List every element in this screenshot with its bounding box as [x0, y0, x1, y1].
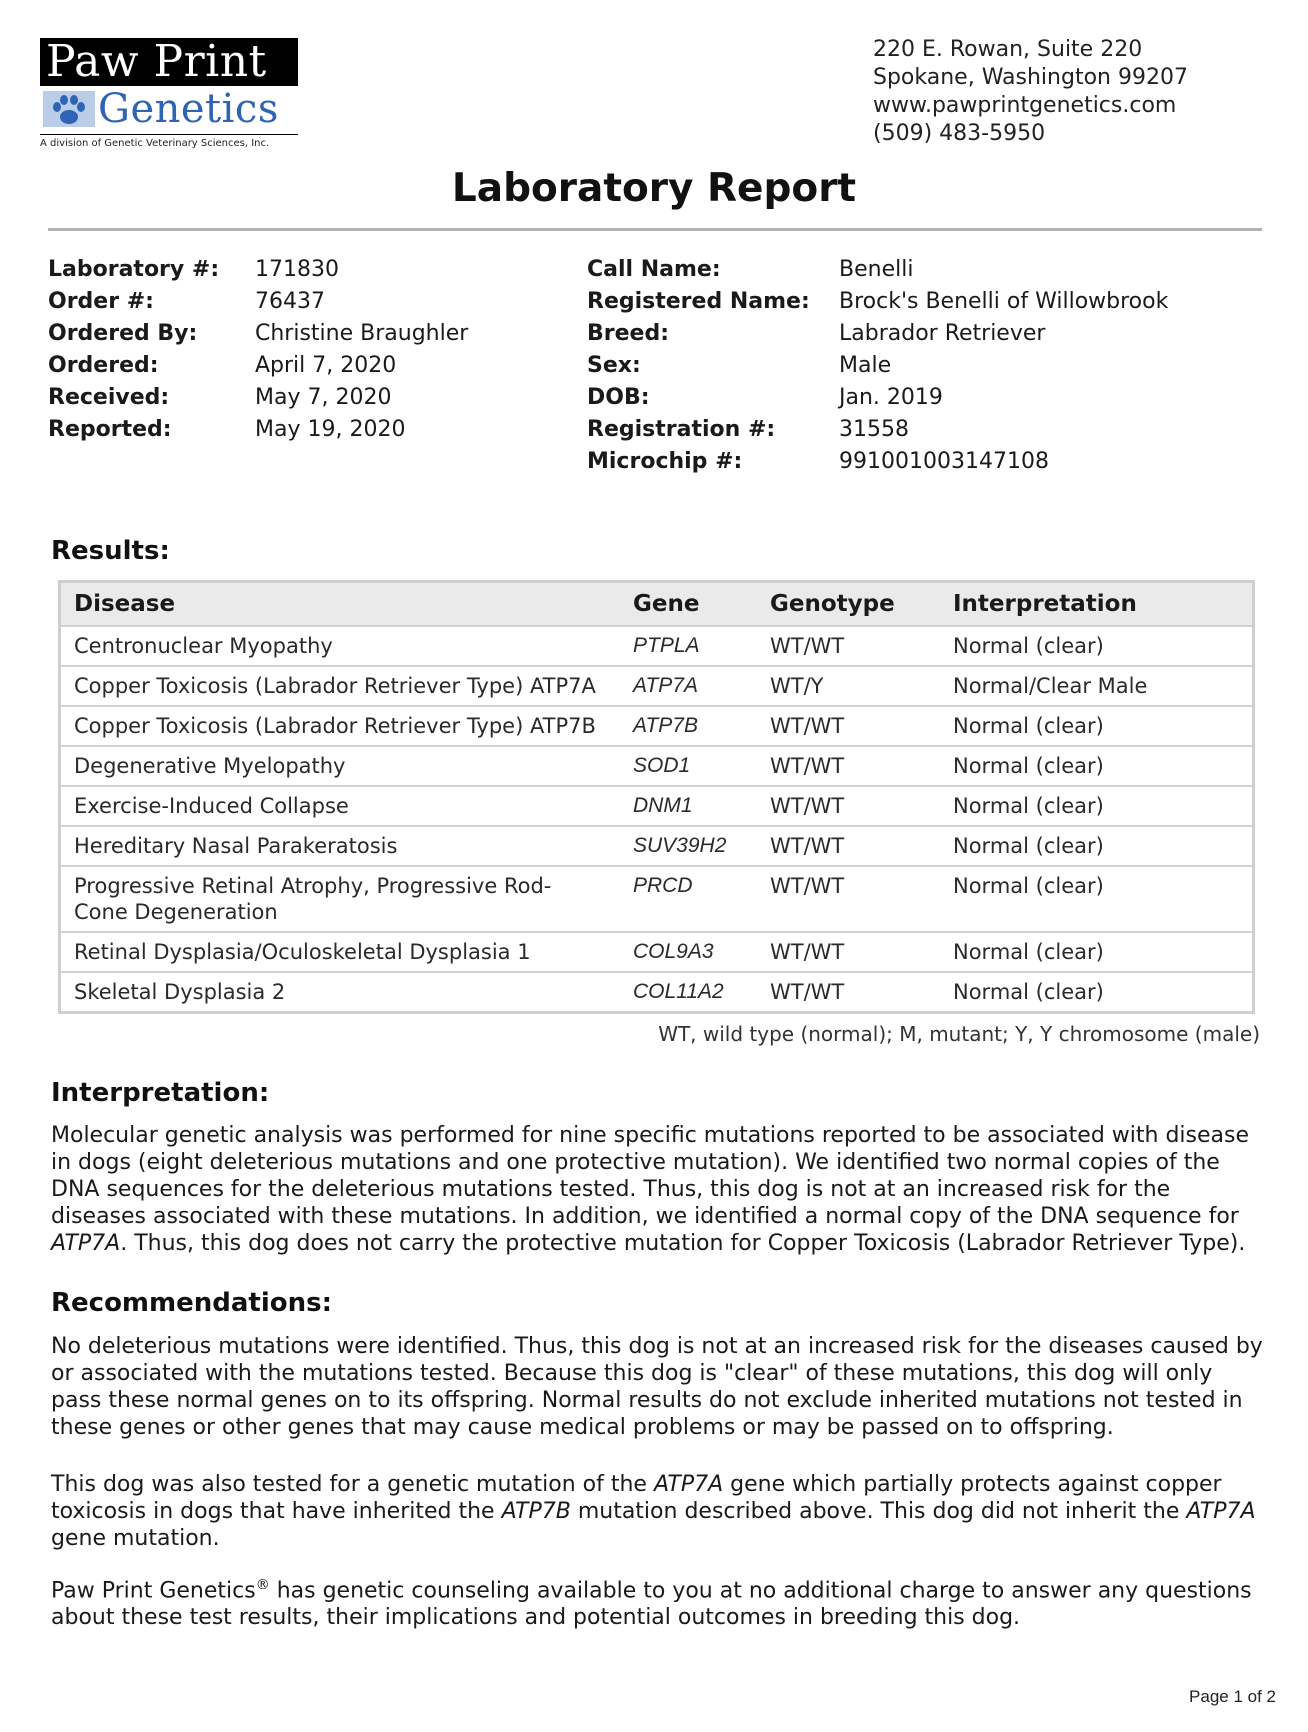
order-info-row	[48, 414, 468, 446]
info-value: April 7, 2020	[255, 353, 397, 378]
dog-info-row	[587, 382, 1168, 414]
recommendations-paragraph-1: No deleterious mutations were identified. Thus, this dog is not at an increased risk for the diseases caused by or associated with the mutations tested. Because this dog is "clear" of these mutations, this dog will only pass these normal genes on to its offspring. Normal results do not exclude inherited mutations not tested in these genes or other genes that may cause medical problems or may be passed on to offspring.	[51, 1334, 1263, 1440]
cell-disease: Retinal Dysplasia/Oculoskeletal Dysplasia 1	[74, 940, 531, 964]
table-row	[61, 785, 1252, 825]
column-header-gene: Gene	[633, 591, 700, 617]
gene-name: ATP7A	[51, 1231, 121, 1256]
interpretation-text-b: . Thus, this dog does not carry the protective mutation for Copper Toxicosis (Labrador Retriever Type).	[120, 1231, 1246, 1256]
cell-genotype: WT/Y	[770, 674, 824, 698]
cell-disease: Hereditary Nasal Parakeratosis	[74, 834, 398, 858]
cell-disease: Degenerative Myelopathy	[74, 754, 346, 778]
cell-interpretation: Normal (clear)	[953, 634, 1104, 658]
cell-disease: Skeletal Dysplasia 2	[74, 980, 286, 1004]
cell-interpretation: Normal (clear)	[953, 714, 1104, 738]
order-info-row	[48, 350, 468, 382]
info-label: Sex:	[587, 353, 641, 378]
address-city: Spokane, Washington 99207	[873, 65, 1188, 90]
table-row	[61, 865, 1252, 931]
table-row	[61, 745, 1252, 785]
interpretation-text	[51, 1122, 1266, 1257]
cell-gene: SUV39H2	[633, 834, 727, 857]
order-info-row	[48, 318, 468, 350]
info-label: Call Name:	[587, 257, 721, 282]
column-header-genotype: Genotype	[770, 591, 895, 617]
cell-interpretation: Normal (clear)	[953, 940, 1104, 964]
logo-subtitle: A division of Genetic Veterinary Sciences, Inc.	[40, 134, 298, 149]
paw-print-icon	[40, 86, 98, 132]
cell-disease: Progressive Retinal Atrophy, Progressive Rod-Cone Degeneration	[74, 874, 552, 924]
table-row	[61, 825, 1252, 865]
cell-gene: PTPLA	[633, 634, 700, 657]
cell-disease: Copper Toxicosis (Labrador Retriever Type) ATP7B	[74, 714, 596, 738]
logo-genetics: Genetics	[98, 86, 279, 132]
interpretation-heading: Interpretation:	[51, 1078, 270, 1108]
dog-info-row	[587, 350, 1168, 382]
text-span: has genetic counseling available to you at no additional charge to answer any questions about these test results, their implications and potential outcomes in breeding this dog.	[51, 1578, 1252, 1631]
gene-name: ATP7A	[653, 1472, 724, 1497]
cell-genotype: WT/WT	[770, 634, 845, 658]
address-street: 220 E. Rowan, Suite 220	[873, 37, 1143, 62]
dog-info-row	[587, 254, 1168, 286]
info-value: Brock's Benelli of Willowbrook	[839, 289, 1169, 314]
address-phone: (509) 483-5950	[873, 121, 1046, 146]
cell-interpretation: Normal (clear)	[953, 754, 1104, 778]
cell-gene: ATP7B	[633, 714, 698, 737]
table-row	[61, 971, 1252, 1011]
info-value: Labrador Retriever	[839, 321, 1046, 346]
header-divider	[48, 228, 1262, 231]
dog-info-row	[587, 286, 1168, 318]
table-row	[61, 665, 1252, 705]
cell-gene: SOD1	[633, 754, 691, 777]
table-header	[61, 583, 1252, 625]
info-label: Microchip #:	[587, 449, 743, 474]
genotype-legend: WT, wild type (normal); M, mutant; Y, Y chromosome (male)	[658, 1022, 1260, 1046]
cell-genotype: WT/WT	[770, 874, 845, 898]
dog-info-row	[587, 446, 1168, 478]
info-label: Received:	[48, 385, 170, 410]
cell-interpretation: Normal (clear)	[953, 980, 1104, 1004]
cell-gene: DNM1	[633, 794, 693, 817]
cell-interpretation: Normal (clear)	[953, 874, 1104, 898]
order-info	[48, 254, 468, 446]
table-row	[61, 705, 1252, 745]
info-value: 991001003147108	[839, 449, 1049, 474]
info-value: 76437	[255, 289, 325, 314]
info-value: Christine Braughler	[255, 321, 469, 346]
cell-genotype: WT/WT	[770, 754, 845, 778]
results-heading: Results:	[51, 536, 170, 566]
cell-interpretation: Normal/Clear Male	[953, 674, 1148, 698]
info-label: Order #:	[48, 289, 154, 314]
info-value: May 7, 2020	[255, 385, 392, 410]
info-label: Ordered:	[48, 353, 159, 378]
cell-interpretation: Normal (clear)	[953, 794, 1104, 818]
recommendations-paragraph-3	[51, 1572, 1266, 1631]
column-header-interpretation: Interpretation	[953, 591, 1137, 617]
order-info-row	[48, 254, 468, 286]
address-website[interactable]: www.pawprintgenetics.com	[873, 93, 1177, 118]
company-address	[873, 36, 1188, 148]
info-value: 31558	[839, 417, 909, 442]
info-label: DOB:	[587, 385, 650, 410]
cell-genotype: WT/WT	[770, 980, 845, 1004]
cell-interpretation: Normal (clear)	[953, 834, 1104, 858]
cell-disease: Centronuclear Myopathy	[74, 634, 333, 658]
gene-name: ATP7A	[1186, 1499, 1256, 1524]
cell-genotype: WT/WT	[770, 714, 845, 738]
cell-gene: COL9A3	[633, 940, 714, 963]
info-value: May 19, 2020	[255, 417, 406, 442]
cell-genotype: WT/WT	[770, 794, 845, 818]
info-label: Reported:	[48, 417, 172, 442]
logo-title: Paw Print	[40, 38, 298, 86]
order-info-row	[48, 382, 468, 414]
gene-name: ATP7B	[501, 1499, 571, 1524]
brand-name: Paw Print Genetics	[51, 1578, 256, 1604]
info-label: Laboratory #:	[48, 257, 220, 282]
text-span: This dog was also tested for a genetic mutation of the	[51, 1472, 654, 1497]
registered-mark: ®	[255, 1577, 270, 1593]
cell-disease: Exercise-Induced Collapse	[74, 794, 349, 818]
table-row	[61, 625, 1252, 665]
cell-gene: COL11A2	[633, 980, 724, 1003]
info-value: Benelli	[839, 257, 914, 282]
results-table	[58, 580, 1255, 1014]
column-header-disease: Disease	[74, 591, 176, 617]
company-logo	[40, 38, 298, 149]
dog-info-row	[587, 318, 1168, 350]
info-label: Registration #:	[587, 417, 776, 442]
cell-disease: Copper Toxicosis (Labrador Retriever Type) ATP7A	[74, 674, 596, 698]
page-number: Page 1 of 2	[1189, 1687, 1276, 1706]
dog-info-row	[587, 414, 1168, 446]
cell-gene: ATP7A	[633, 674, 698, 697]
recommendations-heading: Recommendations:	[51, 1288, 332, 1318]
recommendations-paragraph-2	[51, 1471, 1266, 1552]
info-value: Male	[839, 353, 892, 378]
report-title: Laboratory Report	[451, 166, 857, 211]
info-label: Registered Name:	[587, 289, 810, 314]
text-span: mutation described above. This dog did not inherit the	[570, 1499, 1187, 1524]
dog-info	[587, 254, 1168, 478]
text-span: gene which partially protects against copper toxicosis in dogs that have inherited the	[51, 1472, 1222, 1524]
cell-genotype: WT/WT	[770, 940, 845, 964]
info-label: Breed:	[587, 321, 670, 346]
table-row	[61, 931, 1252, 971]
info-value: Jan. 2019	[839, 385, 943, 410]
info-label: Ordered By:	[48, 321, 198, 346]
info-value: 171830	[255, 257, 339, 282]
cell-gene: PRCD	[633, 874, 693, 897]
text-span: gene mutation.	[51, 1526, 220, 1551]
order-info-row	[48, 286, 468, 318]
cell-genotype: WT/WT	[770, 834, 845, 858]
interpretation-text-a: Molecular genetic analysis was performed for nine specific mutations reported to be associated with disease in dogs (eight deleterious mutations and one protective mutation). We identified two normal copies of the DNA sequences for the deleterious mutations tested. Thus, this dog is not at an increased risk for the diseases associated with these mutations. In addition, we identified a normal copy of the DNA sequence for	[51, 1123, 1250, 1229]
